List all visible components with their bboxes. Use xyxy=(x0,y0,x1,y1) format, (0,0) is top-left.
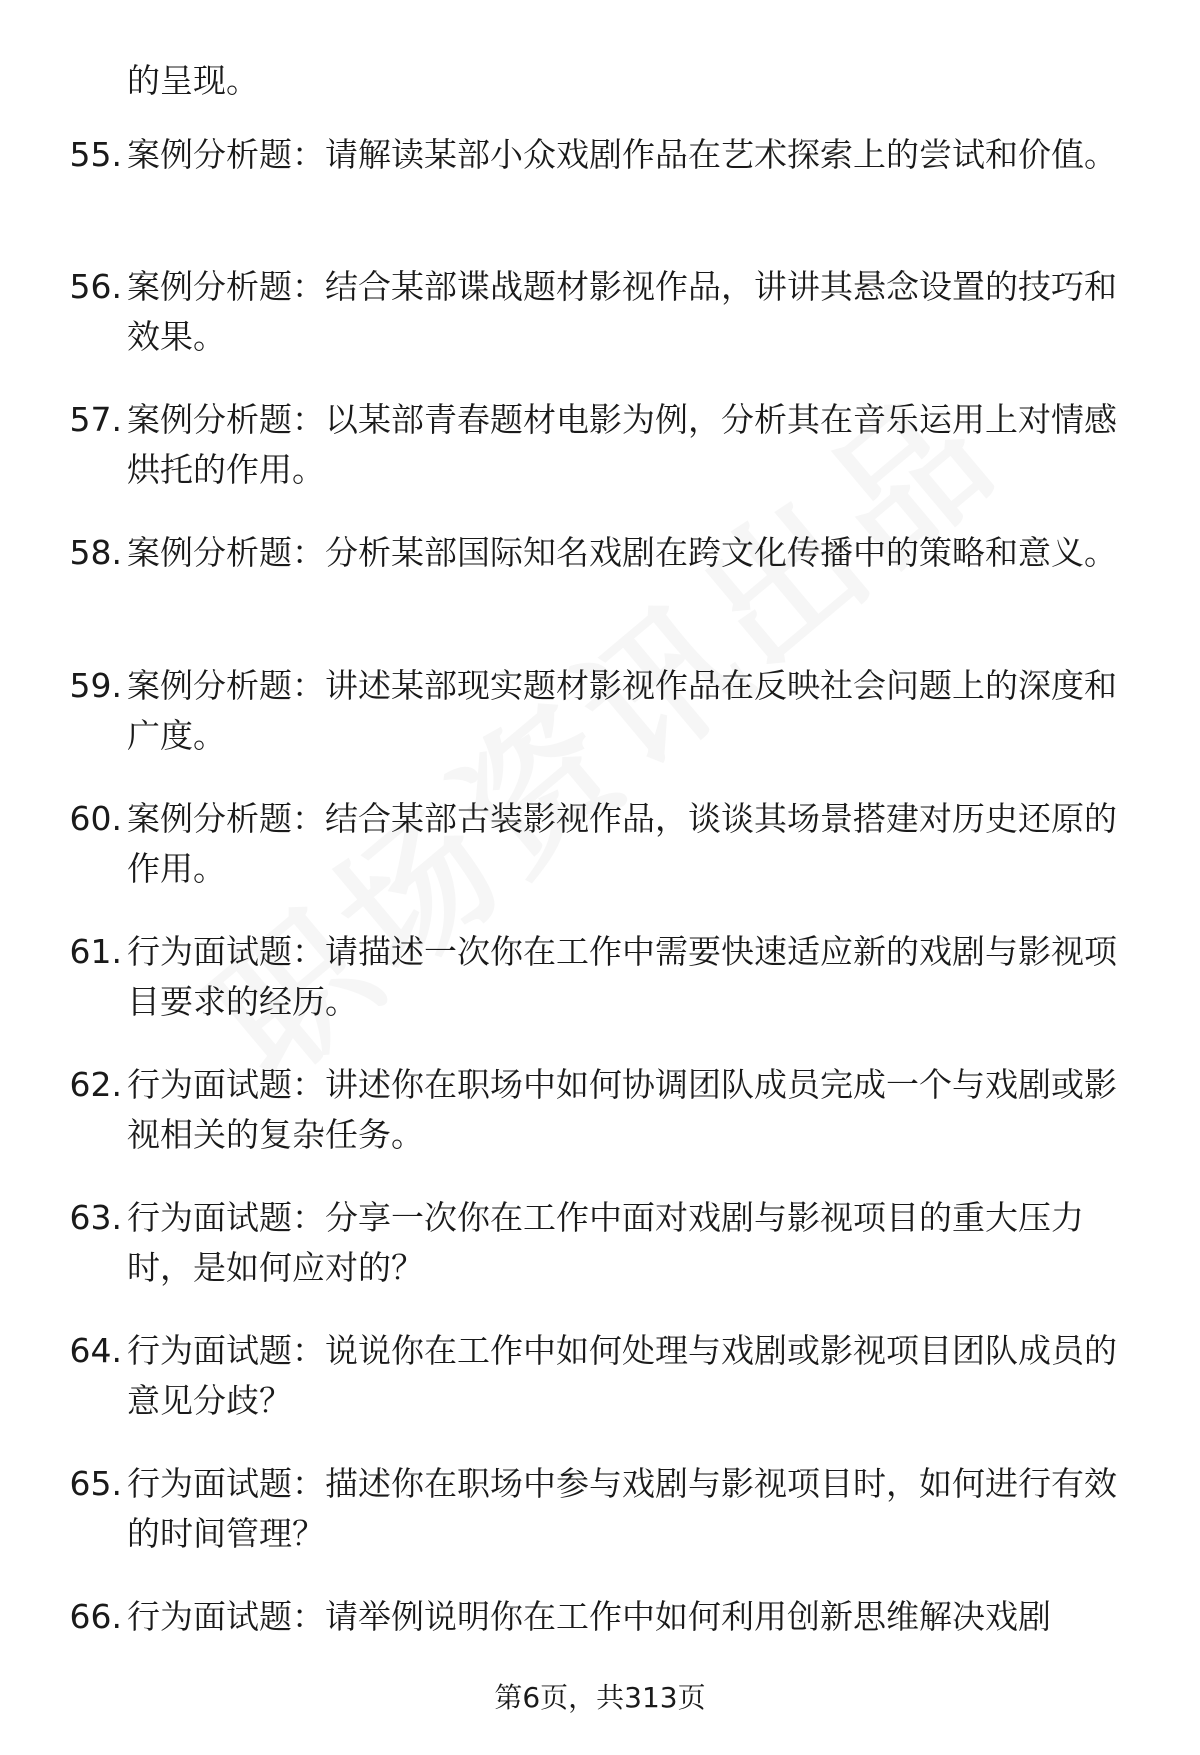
question-text: 案例分析题：结合某部古装影视作品，谈谈其场景搭建对历史还原的作用。 xyxy=(127,799,1117,888)
question-text: 案例分析题：结合某部谍战题材影视作品，讲讲其悬念设置的技巧和效果。 xyxy=(127,267,1117,356)
question-number: 56. xyxy=(69,267,122,306)
question-number: 60. xyxy=(69,799,122,838)
question-text: 行为面试题：请举例说明你在工作中如何利用创新思维解决戏剧 xyxy=(127,1597,1051,1636)
question-text: 行为面试题：请描述一次你在工作中需要快速适应新的戏剧与影视项目要求的经历。 xyxy=(127,932,1117,1021)
question-text: 案例分析题：以某部青春题材电影为例，分析其在音乐运用上对情感烘托的作用。 xyxy=(127,400,1117,489)
question-number: 58. xyxy=(69,533,122,572)
question-number: 57. xyxy=(69,400,122,439)
question-number: 63. xyxy=(69,1198,122,1237)
question-number: 55. xyxy=(69,135,122,174)
question-text: 案例分析题：请解读某部小众戏剧作品在艺术探索上的尝试和价值。 xyxy=(127,135,1117,174)
continuation-text: 的呈现。 xyxy=(127,61,259,100)
question-number: 62. xyxy=(69,1065,122,1104)
question-text: 行为面试题：讲述你在职场中如何协调团队成员完成一个与戏剧或影视相关的复杂任务。 xyxy=(127,1065,1117,1154)
page-footer: 第6页，共313页 xyxy=(494,1681,706,1714)
question-number: 59. xyxy=(69,666,122,705)
question-number: 61. xyxy=(69,932,122,971)
question-number: 65. xyxy=(69,1464,122,1503)
question-text: 案例分析题：讲述某部现实题材影视作品在反映社会问题上的深度和广度。 xyxy=(127,666,1117,755)
question-number: 64. xyxy=(69,1331,122,1370)
question-text: 行为面试题：分享一次你在工作中面对戏剧与影视项目的重大压力时，是如何应对的？ xyxy=(127,1198,1084,1287)
question-text: 行为面试题：描述你在职场中参与戏剧与影视项目时，如何进行有效的时间管理？ xyxy=(127,1464,1117,1553)
question-text: 行为面试题：说说你在工作中如何处理与戏剧或影视项目团队成员的意见分歧？ xyxy=(127,1331,1117,1420)
question-text: 案例分析题：分析某部国际知名戏剧在跨文化传播中的策略和意义。 xyxy=(127,533,1117,572)
question-number: 66. xyxy=(69,1597,122,1636)
